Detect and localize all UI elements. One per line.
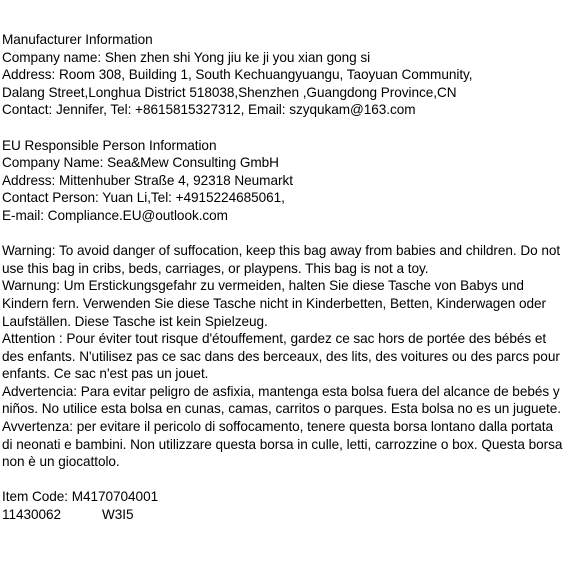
manufacturer-address-line-1: Address: Room 308, Building 1, South Kechuangyuangu, Taoyuan Community, bbox=[2, 67, 473, 83]
item-suffix: W3I5 bbox=[102, 507, 134, 523]
warning-italian: Avvertenza: per evitare il pericolo di soffocamento, tenere questa borsa lontano dalla portata di neonati e bambini. Non utilizzare questa borsa in culle, letti, carrozzine o box. Questa borsa non è un giocattolo. bbox=[2, 419, 563, 470]
manufacturer-heading: Manufacturer Information bbox=[2, 32, 153, 47]
warning-english: Warning: To avoid danger of suffocation, keep this bag away from babies and children. Do not use this bag in cribs, beds, carriages, or playpens. This bag is not a toy. bbox=[2, 243, 561, 276]
eu-rep-heading: EU Responsible Person Information bbox=[2, 137, 217, 153]
manufacturer-section bbox=[2, 31, 566, 119]
manufacturer-contact: Contact: Jennifer, Tel: +8615815327312, Email: szyqukam@163.com bbox=[2, 102, 416, 118]
eu-rep-contact: Contact Person: Yuan Li,Tel: +4915224685061, bbox=[2, 190, 285, 206]
item-code: Item Code: M4170704001 bbox=[2, 489, 159, 505]
item-number: 11430062 bbox=[2, 507, 62, 523]
item-number-row bbox=[2, 506, 566, 524]
manufacturer-company: Company name: Shen zhen shi Yong jiu ke ji you xian gong si bbox=[2, 49, 371, 65]
eu-responsible-person-section bbox=[2, 137, 566, 225]
warnings-section bbox=[2, 242, 566, 471]
eu-rep-company: Company Name: Sea&Mew Consulting GmbH bbox=[2, 155, 279, 171]
spacer bbox=[2, 471, 566, 489]
warning-spanish: Advertencia: Para evitar peligro de asfixia, mantenga esta bolsa fuera del alcance de bebés y niños. No utilice esta bolsa en cunas, camas, carritos o parques. Esta bolsa no es un juguete. bbox=[2, 383, 562, 417]
eu-rep-address: Address: Mittenhuber Straße 4, 92318 Neumarkt bbox=[2, 172, 293, 188]
warning-french: Attention : Pour éviter tout risque d'étouffement, gardez ce sac hors de portée des bébés et des enfants. N'utilisez pas ce sac dans des berceaux, des lits, des voitures ou des parcs pour enfants. Ce sac n'est pas un jouet. bbox=[2, 331, 560, 382]
manufacturer-address-line-2: Dalang Street,Longhua District 518038,Shenzhen ,Guangdong Province,CN bbox=[2, 84, 457, 100]
item-code-section bbox=[2, 488, 566, 523]
warning-german: Warnung: Um Erstickungsgefahr zu vermeiden, halten Sie diese Tasche von Babys und Kindern fern. Verwenden Sie diese Tasche nicht in Kinderbetten, Betten, Kinderwagen oder Laufställen. Diese Tasche ist kein Spielzeug. bbox=[2, 278, 546, 329]
spacer bbox=[2, 225, 566, 243]
label-document bbox=[2, 31, 566, 524]
spacer bbox=[2, 119, 566, 137]
eu-rep-email: E-mail: Compliance.EU@outlook.com bbox=[2, 207, 228, 223]
